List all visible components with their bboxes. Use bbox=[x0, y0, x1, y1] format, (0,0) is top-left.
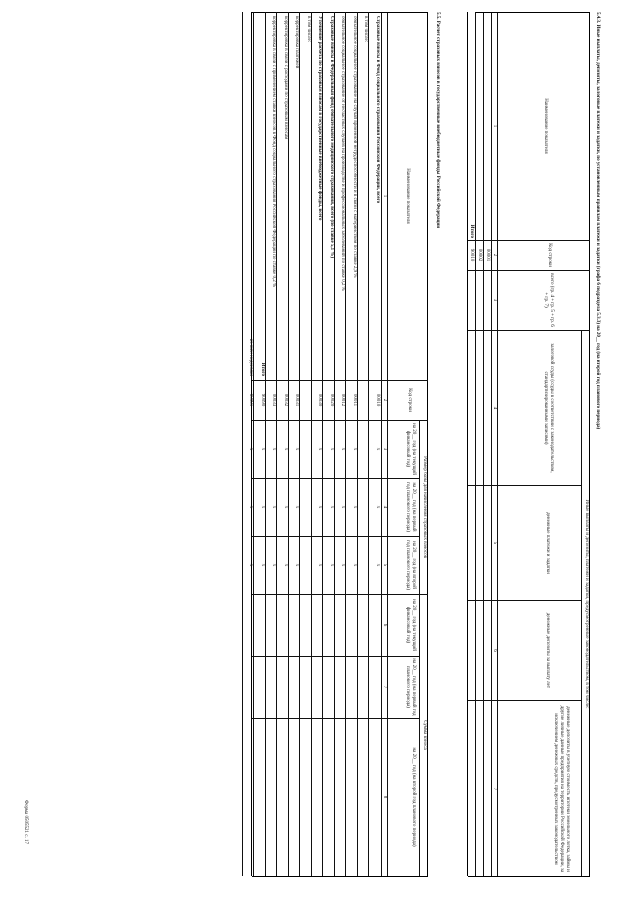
table2-x-mark: х bbox=[283, 447, 288, 451]
table2-x-mark: х bbox=[294, 563, 300, 567]
table1-colnum-6: 6 bbox=[492, 649, 497, 652]
table2-colnum-2: 2 bbox=[382, 398, 387, 402]
table1-col4-header: залоговой ссуды (ссуды в соответствии с законодательством, стандартизированными записями) bbox=[543, 343, 554, 473]
table2-x-mark: х bbox=[317, 447, 323, 451]
table2-x-mark: х bbox=[340, 505, 346, 509]
table1-group-header: Иные выплаты и депозиты, платежи и задатки, предусмотренные законодательством, в том числе: bbox=[584, 499, 589, 709]
table2-row-divider bbox=[265, 12, 266, 876]
table2-row-name: корректировка в связи с применением ставки взносов в Фонд социального страхования Российской Федерации по ставке 0,2 % bbox=[271, 16, 277, 288]
table2-x-mark: х bbox=[260, 563, 265, 567]
table1-colnum-1: 1 bbox=[492, 124, 497, 128]
table2-row-divider bbox=[277, 12, 278, 876]
table2-x-mark: х bbox=[283, 563, 288, 567]
table2-sum-period2: на 20__ год (на первый год планового периода) bbox=[405, 658, 416, 716]
table1-colnum-2: 2 bbox=[492, 253, 497, 257]
table2-row-name: Страховые взносы в Фонд социального страхования Российской Федерации, всего bbox=[375, 16, 380, 204]
table2-row-code: 00012 bbox=[340, 393, 346, 407]
table2-row-divider bbox=[369, 12, 370, 876]
table2-total-label: из них: недоимки bbox=[248, 338, 254, 376]
table2-row-name: в том числе: bbox=[363, 16, 369, 43]
table2-x-mark: х bbox=[375, 563, 380, 567]
table2-x-mark: х bbox=[352, 447, 357, 451]
table2-x-mark: х bbox=[271, 563, 277, 567]
table2-row-code: 00030 bbox=[317, 393, 323, 407]
table2-row-name: обязательное социальное страхование на случай временной нетрудоспособности и в связи с материнством по ставке 2,9 % bbox=[352, 16, 357, 278]
table2-row-divider bbox=[334, 12, 335, 876]
table1-col5-header: денежные платежи и задатки bbox=[545, 512, 550, 574]
table2-x-mark: х bbox=[375, 505, 380, 509]
table2-col-code-header: Код строки bbox=[407, 388, 412, 412]
table2-row-name: корректировка в связи с расходами по страховым взносам bbox=[283, 16, 288, 140]
table1-colnum-3: 3 bbox=[492, 298, 497, 302]
table2-base-period2: на 20__ год (на первый год планового периода) bbox=[405, 482, 416, 532]
table2-row-name: корректировка платежей bbox=[294, 16, 300, 69]
table2-row-code: 00032 bbox=[283, 393, 288, 407]
table2-row-divider bbox=[311, 12, 312, 876]
table2-row-divider bbox=[346, 12, 347, 876]
table2-base-period3: на 20__ год (на второй год планового периода) bbox=[405, 540, 416, 590]
table2-x-mark: х bbox=[329, 505, 334, 509]
table2-row-code: 90090 bbox=[260, 393, 265, 407]
section2-title: 5.5. Расчет страховых взносов в государственные внебюджетные фонды Российской Федерации bbox=[435, 12, 440, 229]
table2-x-mark: х bbox=[260, 447, 265, 451]
table2-x-mark: х bbox=[340, 563, 346, 567]
table2-colnum-1: 1 bbox=[382, 194, 387, 198]
table2-row-divider bbox=[242, 12, 243, 876]
table2-colnum-8: 8 bbox=[382, 795, 387, 799]
table2-row-name: в том числе: bbox=[306, 16, 311, 43]
table2-row-code: 00010 bbox=[375, 393, 380, 407]
table2-colnum-4: 4 bbox=[382, 505, 387, 509]
table1-row2-code: 00002 bbox=[477, 248, 482, 262]
table2-row-code: 00033 bbox=[271, 393, 277, 407]
table2-colnum-3: 3 bbox=[382, 447, 387, 451]
table2-x-mark: х bbox=[248, 447, 254, 451]
table2-base-group-header: Размер базы для начисления страховых взносов bbox=[422, 456, 427, 558]
form-number: Форма 0505521 с. 17 bbox=[23, 800, 28, 844]
table2-x-mark: х bbox=[294, 505, 300, 509]
table2-row-name: Уточнение расчета по страховым взносам в государственные внебюджетные фонды, всего bbox=[317, 16, 323, 221]
table2-x-mark: х bbox=[329, 563, 334, 567]
table2-x-mark: х bbox=[283, 505, 288, 509]
table2-x-mark: х bbox=[248, 505, 254, 509]
table2-row-code: 90091 bbox=[248, 393, 254, 407]
table2-x-mark: х bbox=[340, 447, 346, 451]
table2-x-mark: х bbox=[271, 505, 277, 509]
table1-col7-header: денежные депозиты в учетную стоимость ипотеки земельного лотка, займы и другие личные данные предприятия на территории Российской Федерации, за исключением денежных средств, предусмотренных законодательством bbox=[553, 705, 570, 873]
table2-col-name-header: Наименование показателя bbox=[405, 168, 410, 224]
table2-x-mark: х bbox=[352, 505, 357, 509]
table1-colnum-7: 7 bbox=[492, 787, 497, 791]
table2-colnum-5: 5 bbox=[382, 563, 387, 567]
table2-row-code: 00031 bbox=[294, 393, 300, 407]
table2-row-code: 00011 bbox=[352, 393, 357, 407]
table2-x-mark: х bbox=[271, 447, 277, 451]
table2-colnum-6: 6 bbox=[382, 623, 387, 627]
table1-colnum-5: 5 bbox=[492, 541, 497, 545]
table2-x-mark: х bbox=[375, 447, 380, 451]
table2-x-mark: х bbox=[352, 563, 357, 567]
table2-row-divider bbox=[300, 12, 301, 876]
table2-row-divider bbox=[323, 12, 324, 876]
table1-total-code: 90010 bbox=[469, 248, 474, 262]
table1-col-name-header: Наименование показателя bbox=[543, 98, 548, 154]
table1-row1-code: 00001 bbox=[485, 248, 490, 262]
table2-row-name: обязательное социальное страхование от несчастных случаев на производстве и профессиональных заболеваний по ставке 0,2 % bbox=[340, 16, 346, 291]
table2-row-divider bbox=[357, 12, 358, 876]
table1-col6-header: денежные депозиты за выплату лет bbox=[545, 612, 550, 689]
table2-x-mark: х bbox=[317, 563, 323, 567]
table1-colnum-4: 4 bbox=[492, 406, 497, 410]
table2-x-mark: х bbox=[260, 505, 265, 509]
table2-sum-group-header: Сумма взноса bbox=[422, 720, 427, 750]
table2-total-label: Итого bbox=[260, 362, 265, 376]
table2-x-mark: х bbox=[294, 447, 300, 451]
table1-col-total-header: всего (гр. 4 + гр. 5 + гр. 6 + гр. 7) bbox=[543, 273, 554, 327]
table2-sum-period3: на 20__ год (на второй год планового периода) bbox=[411, 747, 416, 847]
table2-sum-period1: на 20__ год (на текущий финансовый год) bbox=[405, 599, 416, 651]
section1-title: 5.4.3. Иные выплаты, депозиты, залоговые платежи и задатки, по установленным правилам платежи и задатки (графа 6 подраздела 5.3.3) на 20__ год (на второй год планового периода) bbox=[595, 12, 600, 430]
table2-x-mark: х bbox=[317, 505, 323, 509]
table2-row-divider bbox=[254, 12, 255, 876]
table1-total-label: Итого bbox=[469, 224, 474, 238]
table2-base-period1: на 20__ год (на текущий финансовый год) bbox=[405, 423, 416, 475]
table2-row-code: 00020 bbox=[329, 393, 334, 407]
table2-row-name: Страховые взносы в Федеральный фонд обязательного медицинского страхования, всего (по ставке 5,1 %) bbox=[329, 16, 334, 259]
table2-row-divider bbox=[288, 12, 289, 876]
table2-x-mark: х bbox=[329, 447, 334, 451]
table2-colnum-7: 7 bbox=[382, 685, 387, 689]
table2-x-mark: х bbox=[248, 563, 254, 567]
table1-col-code-header: Код строки bbox=[547, 243, 552, 267]
